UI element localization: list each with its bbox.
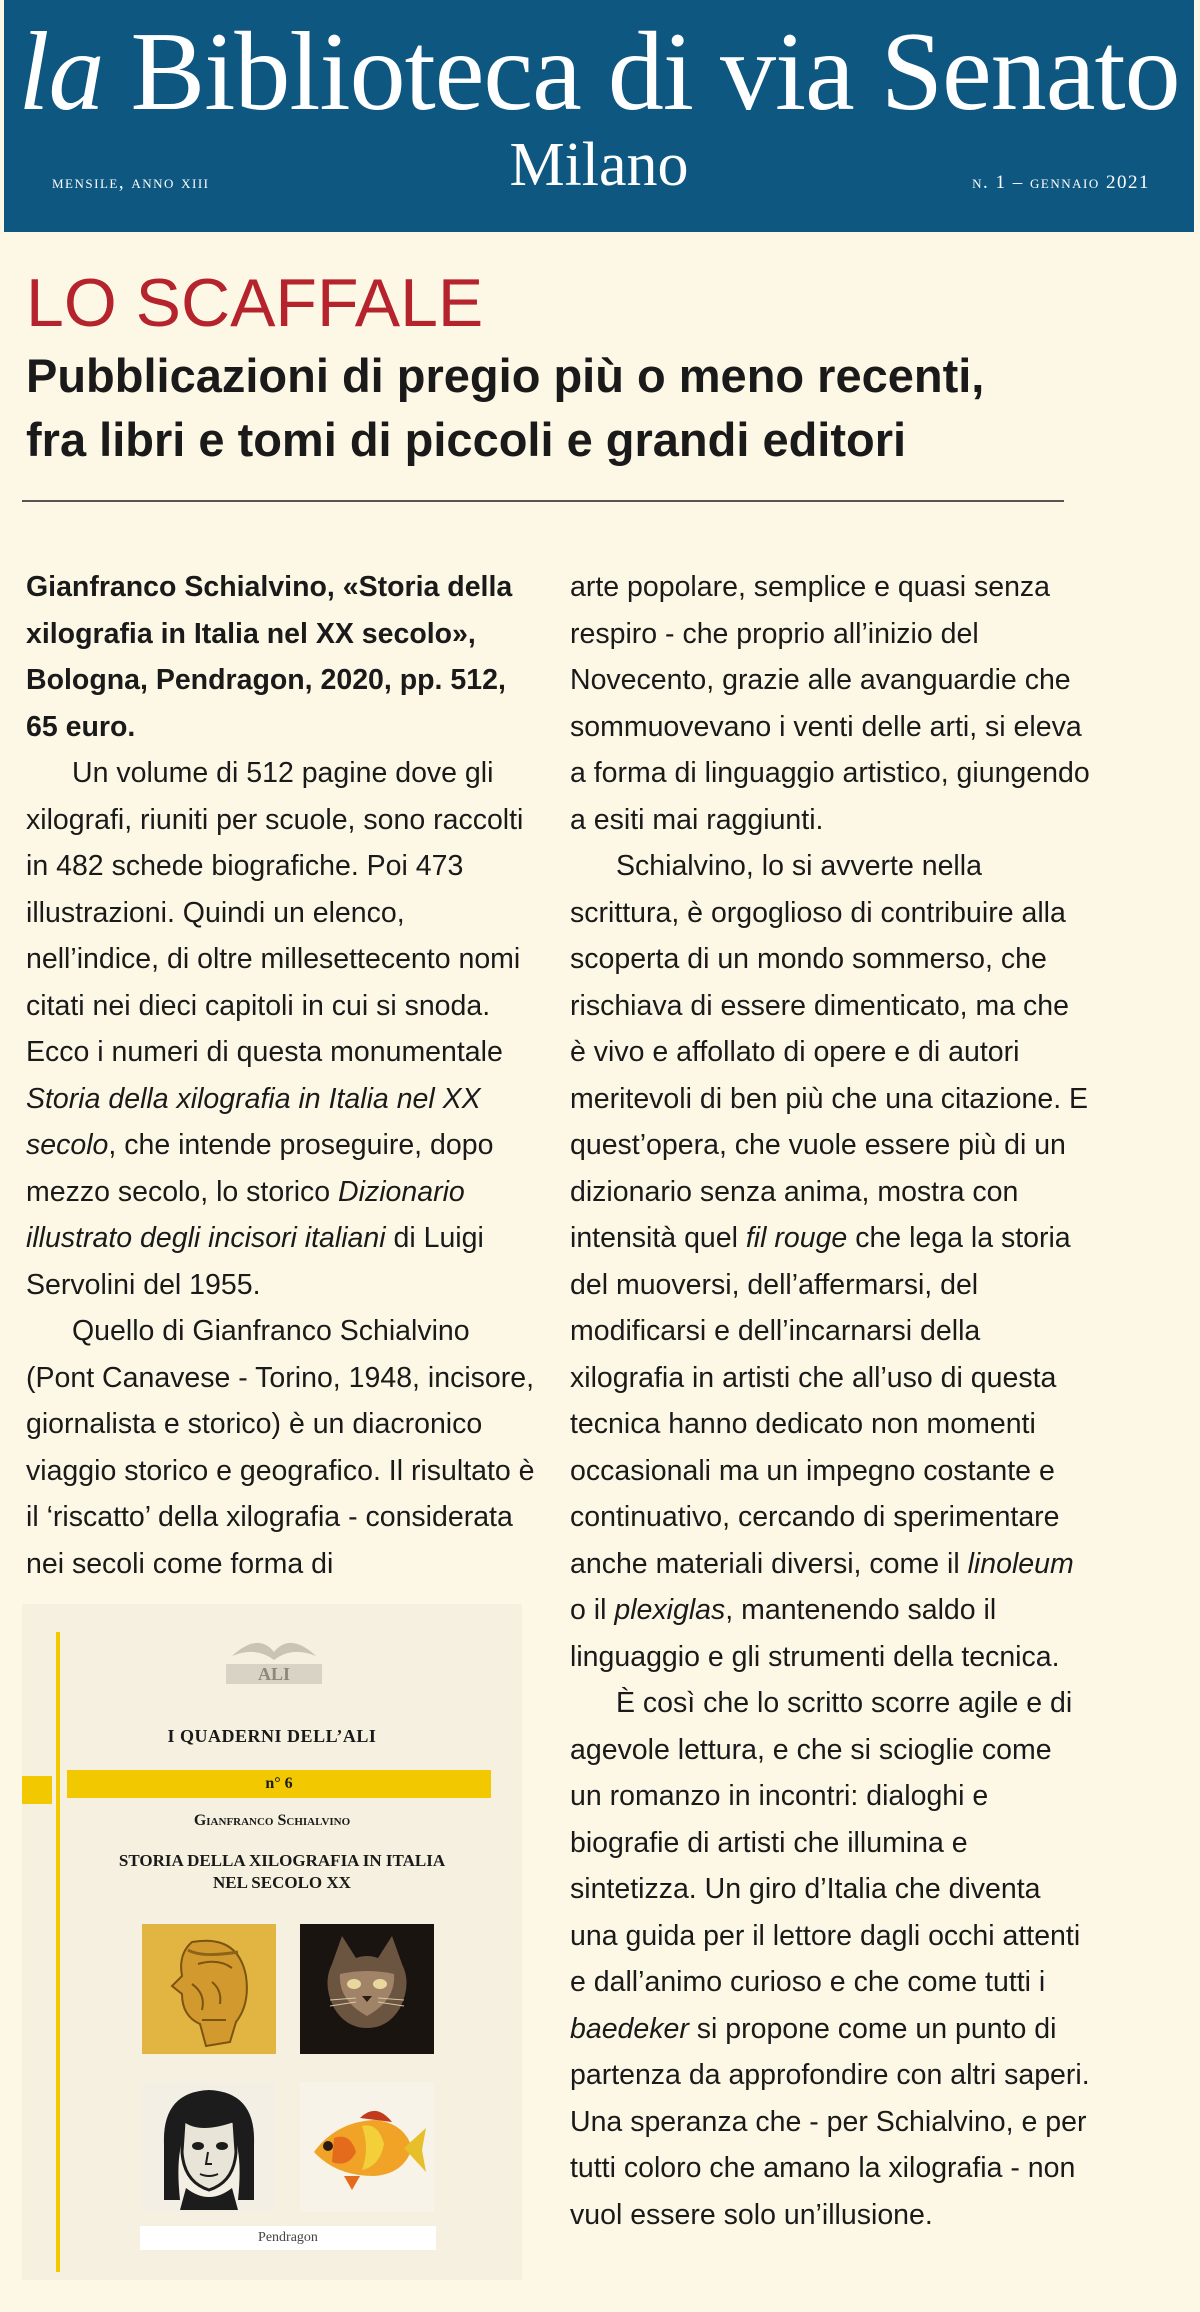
paragraph-1 — [26, 750, 536, 1308]
issue-number-date: n. 1 – gennaio 2021 — [972, 172, 1150, 193]
paragraph-3-italic-fil-rouge: fil rouge — [745, 1222, 848, 1254]
ali-logo-icon — [218, 1626, 330, 1688]
cover-woodcut-portrait-old-man — [142, 1924, 276, 2054]
cover-author: Gianfranco Schialvino — [193, 1812, 351, 1829]
cover-publisher: Pendragon — [140, 2226, 436, 2250]
cover-book-title — [72, 1850, 492, 1894]
paragraph-3-text-b: che lega la storia del muoversi, dell’affermarsi, del modificarsi e dell’incarnarsi della xilografia in artisti che all’uso di questa tecnica hanno dedicato non momenti occasionali ma un impegno costante e continuativo, cercando di sperimentare anche materiali diversi, come il — [570, 1222, 1071, 1580]
cover-title-line-2: NEL SECOLO XX — [213, 1873, 351, 1892]
paragraph-4-text-b: si propone come un punto di partenza da approfondire con altri saperi. Una speranza che - per Schialvino, e per tutti coloro che amano la xilografia - non vuol essere solo un’illusione. — [570, 2012, 1090, 2231]
paragraph-4-text-a: È così che lo scritto scorre agile e di agevole lettura, e che si scioglie come un romanzo in incontri: dialoghi e biografie di artisti che illumina e sintetizza. Un giro d’Italia che diventa una guida per il lettore dagli occhi attenti e dall’animo curioso e che come tutti i — [570, 1687, 1081, 1998]
paragraph-4-italic-baedeker: baedeker — [570, 2012, 689, 2045]
section-subtitle-line-2: fra libri e tomi di piccoli e grandi editori — [26, 413, 907, 466]
cover-title-line-1: STORIA DELLA XILOGRAFIA IN ITALIA — [118, 1851, 446, 1870]
magazine-title-la: la — [18, 10, 104, 134]
cover-woodcut-child-portrait — [142, 2082, 276, 2212]
magazine-title — [4, 12, 1194, 132]
masthead — [4, 0, 1194, 232]
section-title: LO SCAFFALE — [26, 265, 484, 341]
paragraph-1-text-b: , che intende proseguire, dopo mezzo secolo, lo storico — [26, 1129, 494, 1208]
cover-woodcut-cat — [300, 1924, 434, 2054]
paragraph-3-italic-plexiglas: plexiglas — [614, 1594, 726, 1626]
magazine-title-main: Biblioteca di via Senato — [130, 10, 1180, 134]
review-heading: Gianfranco Schialvino, «Storia della xilografia in Italia nel XX secolo», Bologna, Pendragon, 2020, pp. 512, 65 euro. — [26, 571, 513, 743]
article-column-left — [26, 564, 536, 1587]
paragraph-3-text-c: o il — [570, 1594, 615, 1626]
section-subtitle-line-1: Pubblicazioni di pregio più o meno recenti, — [26, 349, 985, 402]
paragraph-2-continued: arte popolare, semplice e quasi senza respiro - che proprio all’inizio del Novecento, grazie alle avanguardie che sommuovevano i venti delle arti, si eleva a forma di linguaggio artistico, giungendo a esiti mai raggiunti. — [570, 571, 1090, 836]
article-column-right — [570, 564, 1090, 2238]
paragraph-1-italic-title: Storia della xilografia in Italia nel XX secolo — [26, 1082, 481, 1161]
paragraph-3-text-a: Schialvino, lo si avverte nella scrittura, è orgoglioso di contribuire alla scoperta di un mondo sommerso, che rischiava di essere dimenticato, ma che è vivo e affollato di opere e di autori meritevoli di ben più che una citazione. E quest’opera, che vuole essere più di un dizionario senza anima, mostra con intensità quel — [570, 850, 1089, 1254]
paragraph-3-text-d: , mantenendo saldo il linguaggio e gli strumenti della tecnica. — [570, 1594, 1060, 1673]
paragraph-4 — [570, 1680, 1090, 2238]
paragraph-1-text-c: di Luigi Servolini del 1955. — [26, 1222, 484, 1301]
book-cover — [22, 1604, 522, 2280]
ali-logo-text: ALI — [257, 1664, 291, 1684]
cover-yellow-square — [22, 1776, 52, 1804]
section-divider — [22, 500, 1064, 502]
paragraph-1-text-a: Un volume di 512 pagine dove gli xilografi, riuniti per scuole, sono raccolti in 482 schede biografiche. Poi 473 illustrazioni. Quindi un elenco, nell’indice, di oltre millesettecento nomi citati nei dieci capitoli in cui si snoda. Ecco i numeri di questa monumentale — [26, 757, 524, 1068]
issue-periodicity: mensile, anno xiii — [52, 172, 210, 193]
paragraph-2: Quello di Gianfranco Schialvino (Pont Canavese - Torino, 1948, incisore, giornalista e storico) è un diacronico viaggio storico e geografico. Il risultato è il ‘riscatto’ della xilografia - considerata nei secoli come forma di — [26, 1315, 535, 1580]
cover-series: I QUADERNI DELL’ALI — [167, 1726, 377, 1746]
paragraph-3-italic-linoleum: linoleum — [967, 1547, 1074, 1580]
paragraph-3 — [570, 843, 1090, 1680]
cover-number-band: n° 6 — [67, 1770, 491, 1798]
cover-woodcut-fish — [300, 2082, 434, 2212]
paragraph-1-italic-dizionario: Dizionario illustrato degli incisori italiani — [26, 1175, 465, 1254]
magazine-city: Milano — [509, 131, 689, 199]
section-subtitle — [26, 344, 1086, 472]
